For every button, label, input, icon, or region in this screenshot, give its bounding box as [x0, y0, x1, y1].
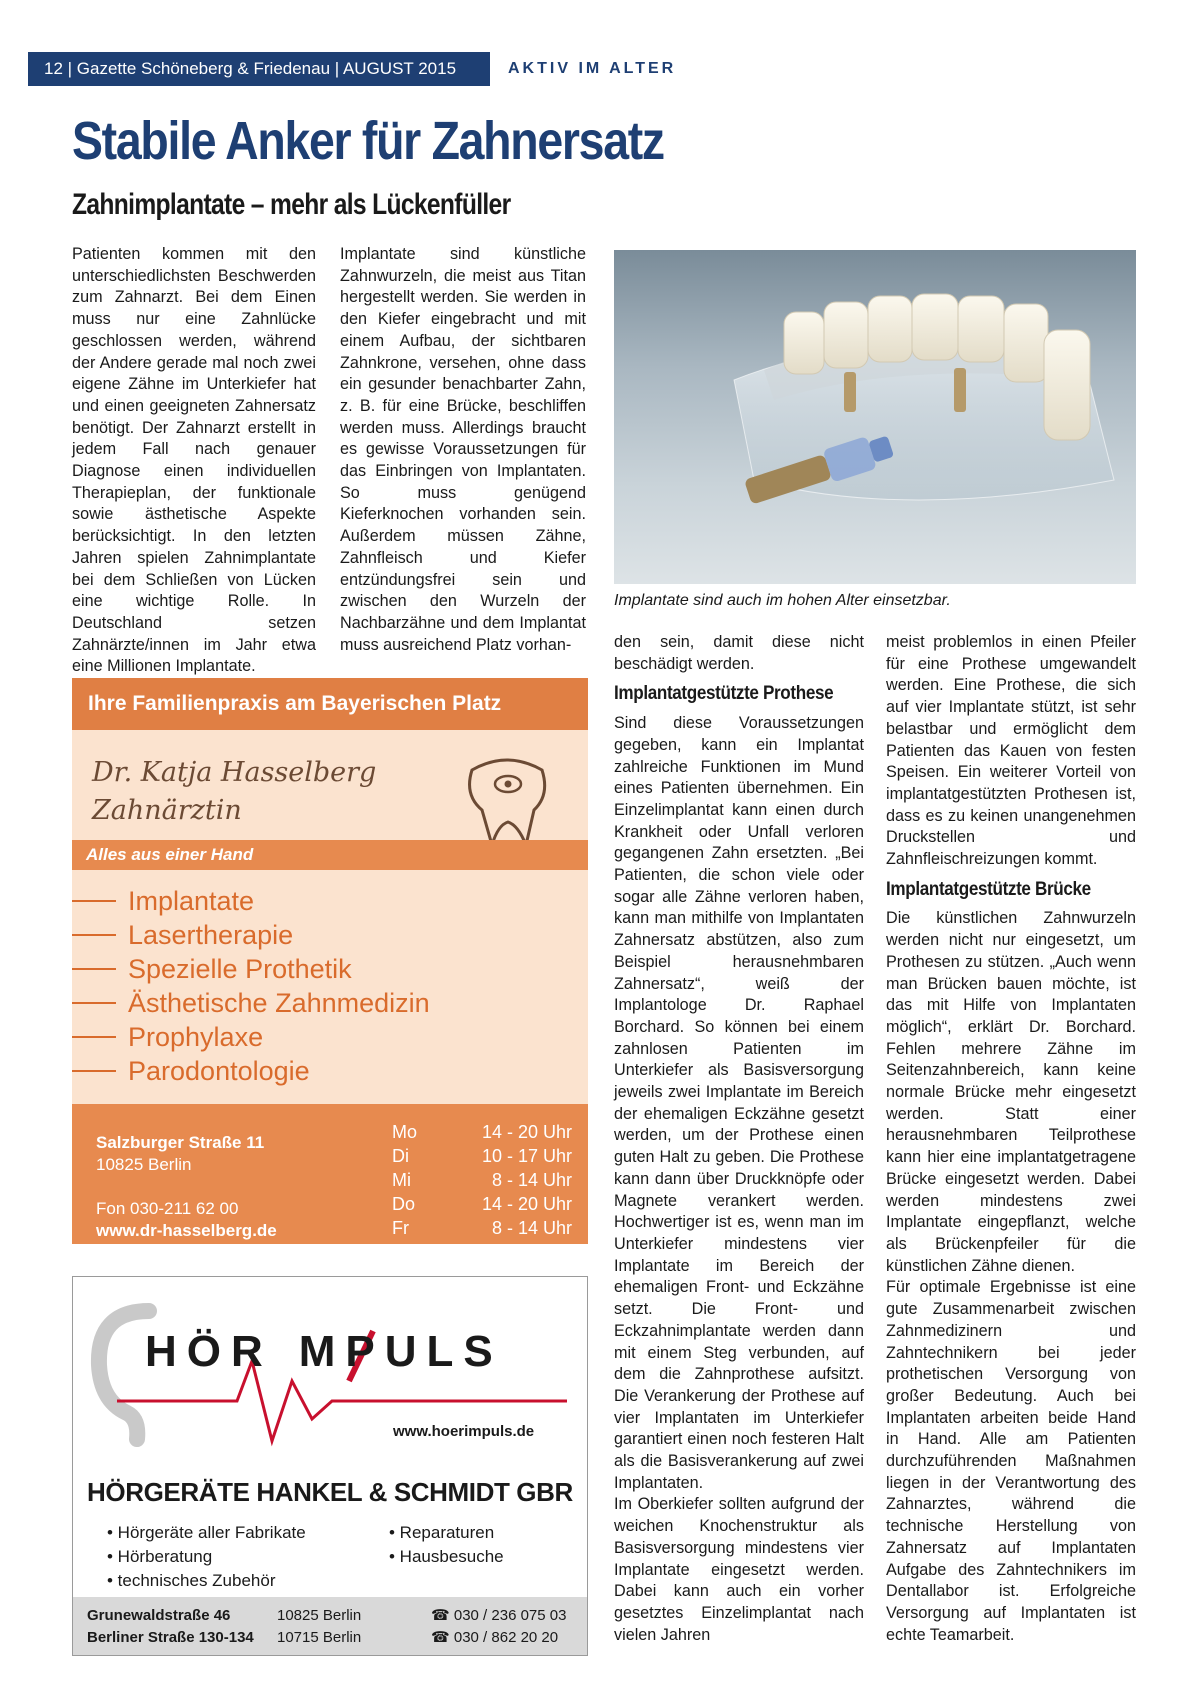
article-photo [614, 250, 1136, 584]
opening-hours [392, 1120, 572, 1240]
dentist-name: Dr. Katja Hasselberg [92, 757, 377, 788]
practice-phone: Fon 030-211 62 00 [96, 1199, 239, 1218]
practice-website-link[interactable]: www.dr-hasselberg.de [96, 1221, 277, 1240]
subheading-bruecke: Implantatgestützte Brücke [886, 878, 1091, 900]
ad-tagline: Alles aus einer Hand [86, 845, 254, 864]
service-item: Parodontologie [72, 1054, 588, 1088]
service-list [72, 884, 588, 1088]
locations-footer [73, 1597, 588, 1656]
practice-address [96, 1132, 277, 1242]
location-phones: ☎ 030 / 236 075 03 ☎ 030 / 862 20 20 [431, 1607, 567, 1646]
service-item: Prophylaxe [72, 1020, 588, 1054]
page-header-bar [28, 52, 490, 86]
section-label: AKTIV IM ALTER [508, 60, 677, 77]
service-list-left [107, 1521, 306, 1593]
list-item: • Hausbesuche [389, 1547, 504, 1566]
hours-row: Mi 8 - 14 Uhr [392, 1170, 572, 1190]
brand-wordmark [145, 1327, 503, 1377]
list-item: • technisches Zubehör [107, 1571, 276, 1590]
tooth-logo-icon [452, 750, 562, 850]
company-name: HÖRGERÄTE HANKEL & SCHMIDT GBR [87, 1477, 573, 1507]
paragraph: Sind diese Voraussetzungen gegeben, kann ein Implantat zahlreiche Funktionen im Mund eines Patienten übernehmen. Ein Einzelimplantat kann einen durch Krankheit oder Unfall verloren gegangenen Zahn ersetzten. „Bei Patienten, die schon viele oder sogar alle Zähne verloren haben, kann man mithilfe von Implantaten Zahnersatz abstützen, also zum Beispiel herausnehmbaren Zahnersatz“, weiß der Implantologe Dr. Raphael Borchard. So können bei einem zahnlosen Patienten im Unterkiefer als Basisversorgung jeweils zwei Implantate im Bereich der ehemaligen Eckzähne gesetzt werden, um der Prothese einen guten Halt zu geben. Die Prothese kann dann über Druckknöpfe oder Magnete verankert werden. Hochwertiger ist es, wenn man im Unterkiefer mindestens vier Implantate im Bereich der ehemaligen Front- und Eckzähne setzt. Die Front- und Eckzahnimplantate werden dann mit einem Steg verbunden, auf dem die Zahnprothese aufsitzt. Die Verankerung der Prothese auf vier Implantaten im Unterkiefer garantiert einen noch festeren Halt als die Basisverankerung auf zwei Implantaten. [614, 714, 864, 1492]
ad-tagline-strip [72, 840, 588, 870]
article-column-4 [886, 632, 1136, 1646]
list-item: • Hörberatung [107, 1547, 213, 1566]
dentist-profession: Zahnärztin [92, 795, 242, 826]
implant-model-image [614, 250, 1136, 584]
paragraph: den sein, damit diese nicht beschädigt werden. [614, 633, 864, 673]
brand-right: MPULS [298, 1327, 503, 1376]
photo-caption: Implantate sind auch im hohen Alter einsetzbar. [614, 592, 951, 609]
ad-contact-panel [72, 1104, 588, 1244]
location-cities: 10825 Berlin 10715 Berlin [277, 1607, 362, 1646]
practice-city: 10825 Berlin [96, 1155, 192, 1174]
article-column-3 [614, 632, 864, 1646]
ad-headline: Ihre Familienpraxis am Bayerischen Platz [72, 678, 588, 730]
hearing-website-link[interactable]: www.hoerimpuls.de [393, 1423, 535, 1440]
hours-row: Di 10 - 17 Uhr [392, 1146, 572, 1166]
article-subtitle: Zahnimplantate – mehr als Lückenfüller [72, 188, 511, 221]
dental-practice-ad [72, 678, 588, 1244]
service-item: Implantate [72, 884, 588, 918]
location-streets: Grunewaldstraße 46 Berliner Straße 130-134 [87, 1607, 254, 1646]
hours-row: Fr 8 - 14 Uhr [392, 1218, 572, 1238]
paragraph: meist problemlos in einen Pfeiler für eine Prothese umgewandelt werden. Eine Prothese, die sich auf vier Implantate stützt, ist sehr belastbar und ermöglicht dem Patienten das Kauen von festen Speisen. Ein weiterer Vorteil von implantatgestützten Prothesen ist, dass es zu keinen unangenehmen Druckstellen und Zahnfleischreizungen kommt. [886, 633, 1136, 869]
hearing-aid-ad [72, 1276, 588, 1656]
service-list-right [389, 1521, 504, 1569]
brand-left: HÖR [145, 1327, 273, 1376]
paragraph: Implantate sind künstliche Zahnwurzeln, die meist aus Titan hergestellt werden. Sie werden in den Kiefer eingebracht und mit einem Aufbau, der sichtbaren Zahnkrone, versehen, ohne dass ein gesunder benachbarter Zahn, z. B. für eine Brücke, beschliffen werden muss. Allerdings braucht es gewisse Voraussetzungen für das Einbringen von Implantaten. So muss genügend Kieferknochen vorhanden sein. Außerdem müssen Zähne, Zahnfleisch und Kiefer entzündungsfrei sein und zwischen den Wurzeln der Nachbarzähne und dem Implantat muss ausreichend Platz vorhan- [340, 245, 586, 654]
practice-street: Salzburger Straße 11 [96, 1133, 265, 1152]
list-item: • Hörgeräte aller Fabrikate [107, 1523, 306, 1542]
hours-row: Do 14 - 20 Uhr [392, 1194, 572, 1214]
article-column-2 [340, 244, 586, 656]
article-column-1 [72, 244, 316, 678]
list-item: • Reparaturen [389, 1523, 495, 1542]
paragraph: Die künstlichen Zahnwurzeln werden nicht nur eingesetzt, um Prothesen zu stützen. „Auch wenn man Brücken bauen möchte, ist das mit Hilfe von Implantaten möglich“, erklärt Dr. Borchard. Fehlen mehrere Zähne im Seitenzahnbereich, kann keine normale Brücke mehr eingesetzt werden. Statt einer herausnehmbaren Teilprothese kann hier eine implantatgetragene Brücke eingesetzt werden. Dabei werden mindestens zwei Implantate eingepflanzt, welche als Brückenpfeiler für die künstlichen Zähne dienen. [886, 909, 1136, 1275]
service-item: Ästhetische Zahnmedizin [72, 986, 588, 1020]
article-title: Stabile Anker für Zahnersatz [72, 111, 664, 171]
subheading-prothese: Implantatgestützte Prothese [614, 683, 834, 705]
page-info: 12 | Gazette Schöneberg & Friedenau | AUGUST 2015 [44, 59, 457, 78]
service-item: Spezielle Prothetik [72, 952, 588, 986]
paragraph: Für optimale Ergebnisse ist eine gute Zusammenarbeit zwischen Zahnmedizinern und Zahntechnikern bei jeder prothetischen Versorgung von großer Bedeutung. Auch bei Implantaten arbeiten beide Hand in Hand. Alle am Patienten durchzuführenden Maßnahmen liegen in der Verantwortung des Zahnarztes, während die technische Herstellung von Zahnersatz auf Implantaten Aufgabe des Zahntechnikers im Dentallabor ist. Erfolgreiche Versorgung auf Implantaten ist echte Teamarbeit. [886, 1278, 1136, 1644]
paragraph: Patienten kommen mit den unterschiedlichsten Beschwerden zum Zahnarzt. Bei dem Einen muss nur eine Zahnlücke geschlossen werden, während der Andere gerade mal noch zwei eigene Zähne im Unterkiefer hat und einen geeigneten Zahnersatz benötigt. Der Zahnarzt erstellt in jedem Fall nach genauer Diagnose einen individuellen Therapieplan, der funktionale sowie ästhetische Aspekte berücksichtigt. In den letzten Jahren spielen Zahnimplantate bei dem Schließen von Lücken eine wichtige Rolle. In Deutschland setzen Zahnärzte/innen im Jahr etwa eine Millionen Implantate. [72, 245, 316, 676]
dentist-name-block [92, 754, 376, 830]
hours-row: Mo 14 - 20 Uhr [392, 1122, 572, 1142]
service-item: Lasertherapie [72, 918, 588, 952]
paragraph: Im Oberkiefer sollten aufgrund der weichen Knochenstruktur als Basisversorgung mindestens vier Implantate eingesetzt werden. Dabei kann auch ein vorher gesetztes Einzelimplantat nach vielen Jahren [614, 1495, 864, 1644]
